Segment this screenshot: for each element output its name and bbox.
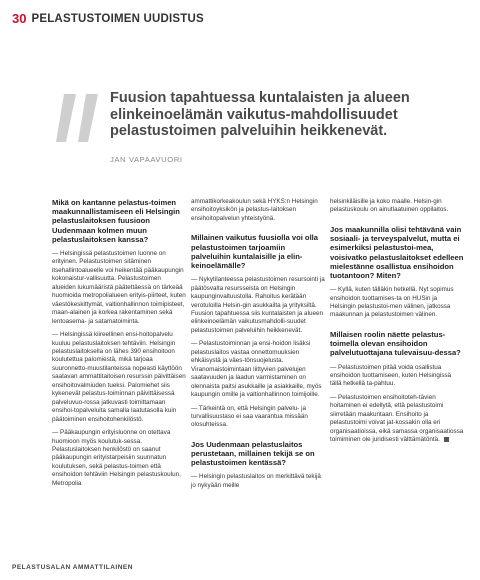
pull-quote-author: JAN VAPAAVUORI [110, 155, 183, 164]
page-header [12, 11, 204, 26]
question-heading: Millaisen roolin näette pelastus-toimella olevan ensihoidon palvelutuottajana tulevaisuu-dessa? [330, 329, 461, 358]
question-heading: Jos maakunnilla olisi tehtävänä vain sosiaali- ja terveyspalvelut, mutta ei esimerkiksi pelastustoi-mea, voisivatko pelastuslaitokset edelleen mielestänne osallistua ensihoidon tuotantoon? Miten? [330, 224, 464, 280]
question-heading: Mikä on kantanne pelastus-toimen maakunnallistamiseen eli Helsingin pelastuslaitoksen fuusioon Uudenmaan kolmen muun pelastuslaitoksen kanssa? [52, 198, 180, 244]
paragraph: — Pelastustoimen pitää voida osallistua ensihoidon tuottamiseen, kuten Helsingissä tällä hetkellä ta-pahtuu. [330, 363, 452, 388]
last-paragraph [330, 394, 464, 445]
article-column-1 [52, 198, 186, 493]
question-heading: Millainen vaikutus fuusiolla voi olla pelastustoimen tarjoamiin palveluihin kuntalaisille ja elin-keinoelämälle? [191, 233, 319, 270]
end-square-icon [444, 437, 449, 442]
paragraph-text: — Pelastustoimen ensihoitoteh-tävien hoitaminen ei edellytä, että pelastustoimi siirretään maakuntaan. Ensihoito ja pelastustoimi voivat jat-kossakin olla eri organisaatioissa, eikä samassa organisaatiossa toimiminen ole juridisesti välttämätöntä. [330, 393, 464, 444]
paragraph: — Helsingissä pelastustoimen luonne on erityinen. Pelastustoimen sitä​minen itsehallintoalueelle voi heikentää pääkaupungin kokonaistur-vallisuutta. Pelastustoimen alueiden lukumääristä päätettäessä on tärkeää huomioida metropolialueen erityis-piirteet, kuten väestökeskittymät, valtionhallinnon toimipisteet, maan-alainen ja korkea rakentaminen sekä lentoasema- ja satamatoiminta. [52, 250, 186, 325]
quotation-mark-icon [56, 94, 102, 142]
paragraph: — Pelastustoiminnan ja ensi-hoidon lisäksi pelastuslaitos vastaa onnettomuuksien ehkäisystä ja väes-tönsuojelusta. Viranomaistoimintaan liittyvien palvelujen saatavuuden ja laadun varmistaminen on olennaista paitsi asukkaille ja asiakkaille, myös kaupungin omille ja valtionhallinnon toimijoille. [191, 340, 322, 399]
question-heading: Jos Uudenmaan pelastuslaitos perustetaan, millainen tekijä se on pelastustoimen kentässä? [191, 439, 315, 468]
article-column-3 [330, 198, 464, 450]
paragraph: — Tärkeintä on, että Helsingin palvelu- ja turvallisuustaso ei saa vaarantua missään olosuhteissa. [191, 404, 308, 429]
section-title: PELASTUSTOIMEN UUDISTUS [31, 12, 204, 25]
paragraph: — Helsingissä kiireellinen ensi-hoitopalvelu kuuluu pelastuslaitoksen tehtäviin. Helsingin pelastuslaitoksella on lähes 390 ensihoitoon koulutettua palomiestä, mikä tarjoaa suuronnetto-muustilanteissa nopeasti käyttöön saatavan ammattitaitoisen resurssin päivittäisen ensihoitovalmiuden tueksi. Palomiehet siis kykenevät pelastus-toiminnan päivittäisessä palveluvuo-rossa jatkuvasti toimittamaan ensihoi-topalveluita samalla laatutasolla kuin päätoiminen ensihoitohenkilöstö. [52, 331, 186, 423]
paragraph: — Kyllä, kuten tälläkin hetkellä. Nyt sopimus ensihoidon tuottamises-ta on HUSin ja Helsingin pelastustoi-men välinen, jatkossa maakunnan ja pelastustoimen välinen. [330, 286, 454, 319]
page-footer: PELASTUSALAN AMMATTILAINEN [12, 564, 133, 571]
paragraph: — Pääkaupungin erityisluonne on otettava huomioon myös koulutuk-sessa. Pelastuslaitoksen henkilöstö on saanut pääkaupungin erityistarpeisiin suunnatun koulutuksen, sekä pelastus-toimen että ensihoidon tehtäviin Helsingin pelastuskoulun, Metropolia [52, 429, 181, 487]
page-number: 30 [12, 11, 27, 26]
paragraph: helsinkiläisille ja koko maalle. Helsin-gin pelastuskoulu on ainutlaatuinen oppilaitos. [330, 198, 449, 214]
paragraph: — Nykytilanteessa pelastustoimen resursointi ja päätösvalta resursseista on Helsingin kaupunginvaltuustolla. Rahoitus kerätään verotuloilla Helsin-gin asukkailta ja yrityksiltä. Fuusion tapahtuessa siis kuntalaisten ja alueen elinkeinoelämän vaikutusmahdolli-suudet pelastustoimen palveluihin heikkenevät. [191, 276, 325, 334]
article-column-2 [191, 198, 325, 495]
paragraph: ammattikorkeakoulun sekä HYKS:n Helsingin ensihoitoyksikön ja pelastus-laitoksen ensihoitopalvelun yhteistyönä. [191, 198, 318, 222]
pull-quote: Fuusion tapahtuessa kuntalaisten ja alueen elinkeinoelämän vaikutus-mahdollisuudet pelastustoimen palveluihin heikkenevät. [110, 90, 410, 140]
paragraph: — Helsingin pelastuslaitos on merkittävä tekijä jo nykyään meille [191, 473, 321, 489]
